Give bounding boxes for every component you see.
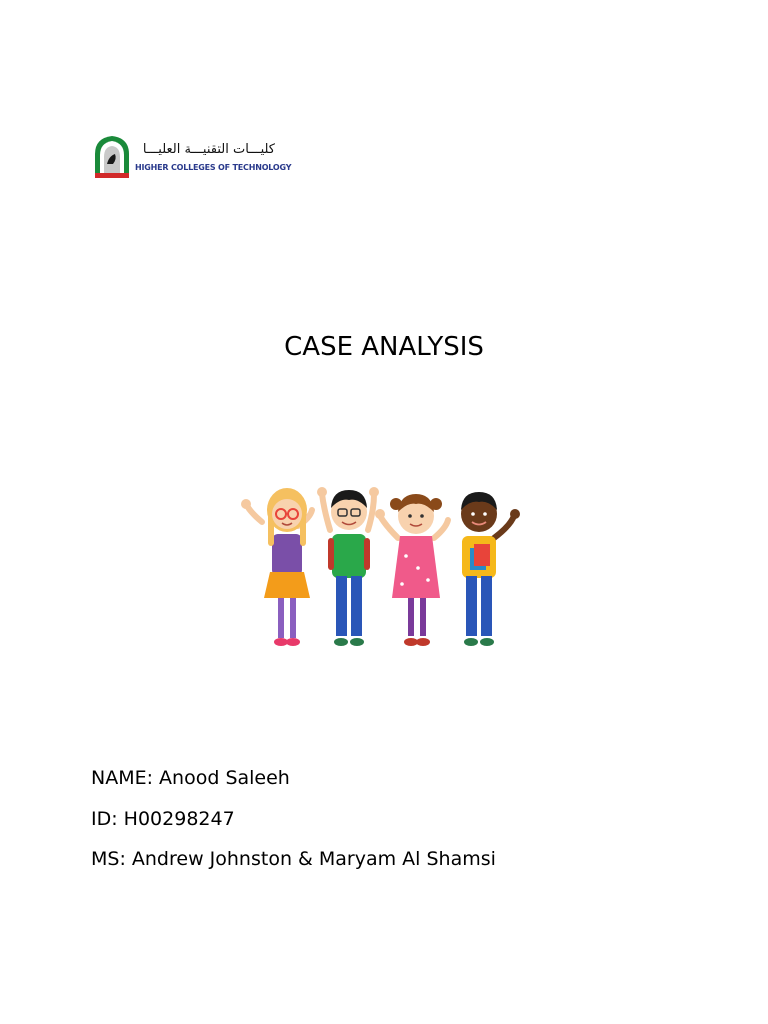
student-id: ID: H00298247: [91, 808, 235, 830]
child-girl-glasses: [241, 488, 312, 646]
logo-arabic-text: كليـــات التقنيـــة العليـــا: [142, 142, 275, 157]
hct-logo: [93, 134, 292, 182]
child-girl-pink-dress: [375, 494, 448, 646]
student-name: NAME: Anood Saleeh: [91, 767, 290, 789]
children-illustration: [240, 482, 530, 654]
instructors: MS: Andrew Johnston & Maryam Al Shamsi: [91, 848, 496, 870]
hct-emblem-icon: [93, 134, 131, 180]
child-boy-glasses: [317, 487, 379, 646]
logo-english-text: HIGHER COLLEGES OF TECHNOLOGY: [135, 163, 292, 172]
document-title: CASE ANALYSIS: [284, 332, 484, 362]
child-boy-books: [461, 492, 520, 646]
